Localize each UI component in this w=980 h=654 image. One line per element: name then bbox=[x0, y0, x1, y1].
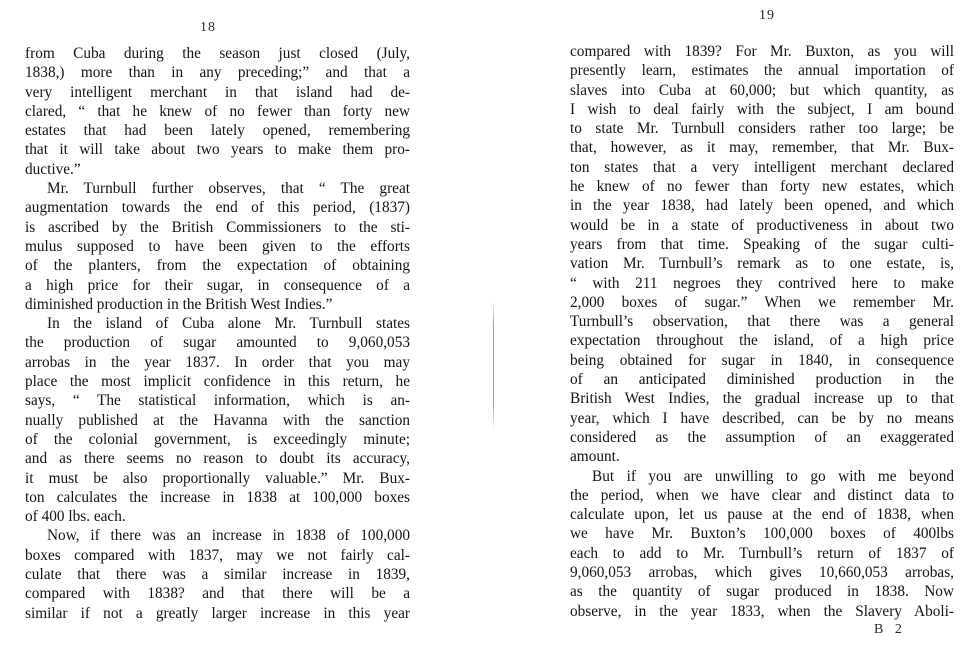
text-line: Mr. Turnbull further observes, that “ The great bbox=[47, 180, 410, 198]
text-line: being obtained for sugar in 1840, in consequence bbox=[570, 351, 954, 369]
text-line: augmentation towards the end of this period, (1837) bbox=[25, 199, 410, 217]
text-line: very intelligent merchant in that island had de- bbox=[25, 83, 410, 101]
text-line: considered as the assumption of an exaggerated bbox=[570, 428, 954, 446]
text-line: 1838,) more than in any preceding;” and that a bbox=[25, 64, 410, 82]
text-line: presently learn, estimates the annual importation of bbox=[570, 62, 954, 80]
text-line: similar if not a greatly larger increase in this year bbox=[25, 604, 410, 622]
text-line: slaves into Cuba at 60,000; but which quantity, as bbox=[570, 81, 954, 99]
text-line: I wish to deal fairly with the subject, I am bound bbox=[570, 100, 954, 118]
text-line: clared, “ that he knew of no fewer than forty new bbox=[25, 102, 410, 120]
text-line: nually published at the Havanna with the sanction bbox=[25, 411, 410, 429]
text-line: year, which I have described, can be by no means bbox=[570, 409, 954, 427]
text-line: place the most implicit confidence in this return, he bbox=[25, 373, 410, 391]
text-line: Turnbull’s observation, that there was a general bbox=[570, 313, 954, 331]
text-line: mulus supposed to have been given to the efforts bbox=[25, 237, 410, 255]
text-line: arrobas in the year 1837. In order that you may bbox=[25, 353, 410, 371]
text-line: of the planters, from the expectation of obtaining bbox=[25, 257, 410, 275]
text-line: ductive.” bbox=[25, 160, 81, 178]
text-line: In the island of Cuba alone Mr. Turnbull states bbox=[47, 315, 410, 333]
text-line: is ascribed by the British Commissioners to the sti- bbox=[25, 218, 410, 236]
text-line: and as there seems no reason to doubt its accuracy, bbox=[25, 450, 410, 468]
text-line: of 400 lbs. each. bbox=[25, 508, 126, 526]
text-line: expectation throughout the island, of a high price bbox=[570, 332, 954, 350]
left-page-text bbox=[25, 44, 410, 623]
text-line: “ with 211 negroes they contrived here to make bbox=[570, 274, 954, 292]
text-line: years from that time. Speaking of the sugar culti- bbox=[570, 235, 954, 253]
text-line: compared with 1839? For Mr. Buxton, as you will bbox=[570, 43, 954, 60]
text-line: it must be also proportionally valuable.” Mr. Bux- bbox=[25, 469, 410, 487]
left-page-number: 18 bbox=[200, 20, 216, 35]
text-line: we have Mr. Buxton’s 100,000 boxes of 400lbs bbox=[570, 525, 954, 543]
text-line: amount. bbox=[570, 448, 620, 466]
right-page-number: 19 bbox=[759, 8, 775, 23]
text-line: British West Indies, the gradual increase up to that bbox=[570, 390, 954, 408]
printer-signature-mark: B 2 bbox=[874, 622, 906, 637]
text-line: vation Mr. Turnbull’s remark as to one estate, is, bbox=[570, 255, 954, 273]
right-page-text bbox=[570, 42, 954, 621]
text-line: the production of sugar amounted to 9,060,053 bbox=[25, 334, 410, 352]
text-line: compared with 1838? and that there will be a bbox=[25, 585, 410, 603]
text-line: a high price for their sugar, in consequence of a bbox=[25, 276, 410, 294]
text-line: in the year 1838, had lately been opened, and which bbox=[570, 197, 954, 215]
text-line: would be in a state of productiveness in about two bbox=[570, 216, 954, 234]
text-line: of the colonial government, is exceedingly minute; bbox=[25, 430, 410, 448]
text-line: Now, if there was an increase in 1838 of 100,000 bbox=[47, 527, 410, 545]
text-line: ton states that a very intelligent merchant declared bbox=[570, 158, 954, 176]
text-line: calculate upon, let us pause at the end of 1838, when bbox=[570, 506, 954, 524]
text-line: estates that had been lately opened, remembering bbox=[25, 122, 410, 140]
right-page bbox=[490, 0, 980, 654]
text-line: each to add to Mr. Turnbull’s return of 1837 of bbox=[570, 544, 954, 562]
text-line: But if you are unwilling to go with me beyond bbox=[592, 467, 954, 485]
text-line: culate that there was a similar increase in 1839, bbox=[25, 566, 410, 584]
text-line: the period, when we have clear and distinct data to bbox=[570, 486, 954, 504]
text-line: boxes compared with 1837, may we not fairly cal- bbox=[25, 546, 410, 564]
text-line: says, “ The statistical information, which is an- bbox=[25, 392, 410, 410]
text-line: as the quantity of sugar produced in 1838. Now bbox=[570, 583, 954, 601]
text-line: ton calculates the increase in 1838 at 100,000 boxes bbox=[25, 488, 410, 506]
text-line: to state Mr. Turnbull considers rather too large; be bbox=[570, 120, 954, 138]
text-line: that, however, as it may, remember, that Mr. Bux- bbox=[570, 139, 954, 157]
text-line: 9,060,053 arrobas, which gives 10,660,053 arrobas, bbox=[570, 564, 954, 582]
text-line: he knew of no fewer than forty new estates, which bbox=[570, 178, 954, 196]
text-line: that it will take about two years to make them pro- bbox=[25, 141, 410, 159]
text-line: observe, in the year 1833, when the Slavery Aboli- bbox=[570, 602, 954, 620]
text-line: 2,000 boxes of sugar.” When we remember Mr. bbox=[570, 293, 954, 311]
text-line: of an anticipated diminished production in the bbox=[570, 371, 954, 389]
text-line: diminished production in the British West Indies.” bbox=[25, 295, 333, 313]
text-line: from Cuba during the season just closed (July, bbox=[25, 45, 410, 62]
